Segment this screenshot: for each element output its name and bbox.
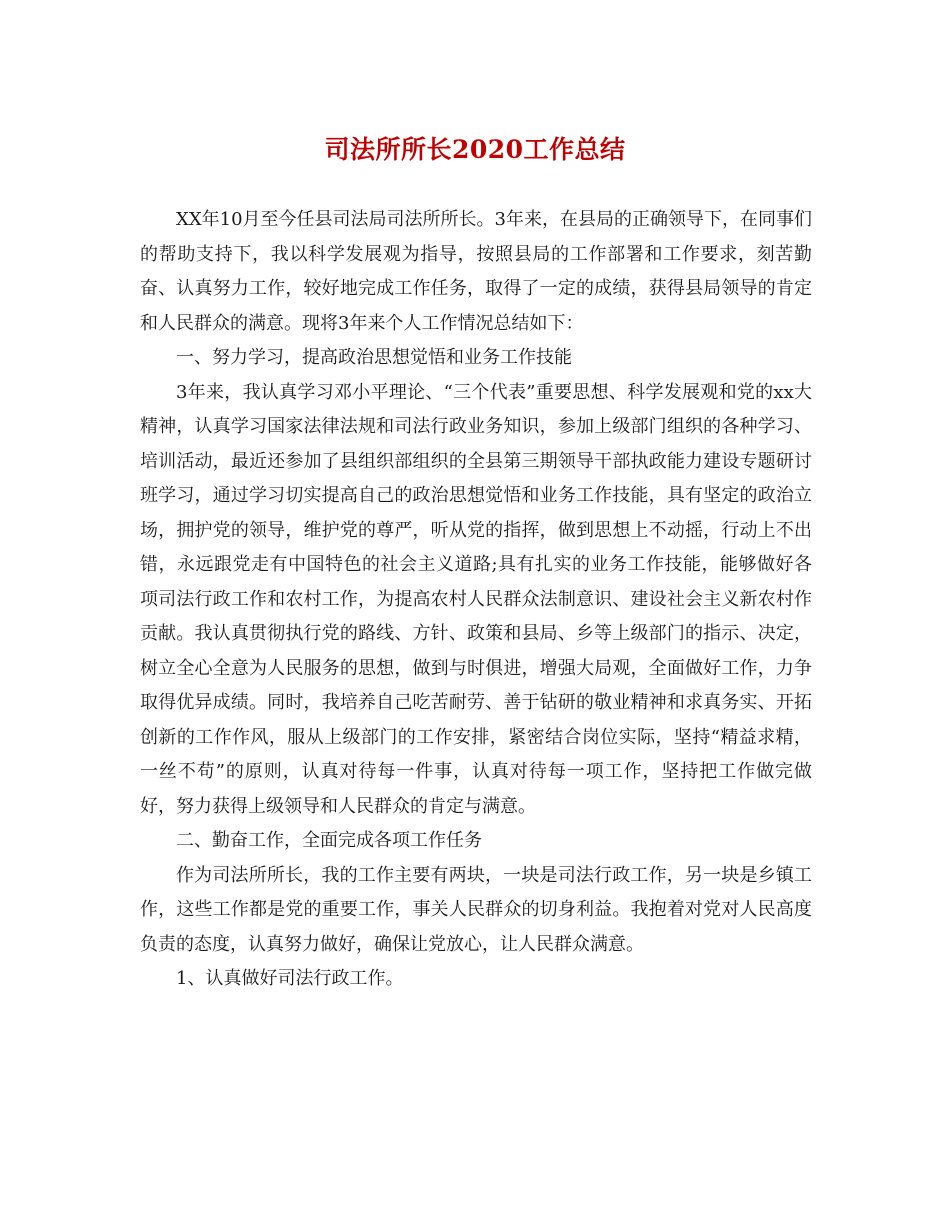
paragraph-work: 作为司法所所长，我的工作主要有两块，一块是司法行政工作，另一块是乡镇工作，这些工作都是党的重要工作，事关人民群众的切身利益。我抱着对党对人民高度负责的态度，认真努力做好，确保让党放心，让人民群众满意。: [140, 864, 812, 955]
section-heading-2: 二、勤奋工作，全面完成各项工作任务: [176, 830, 482, 851]
document-title: 司法所所长2020工作总结: [324, 135, 626, 164]
paragraph-study: 3年来，我认真学习邓小平理论、“三个代表”重要思想、科学发展观和党的xx大精神，认真学习国家法律法规和司法行政业务知识，参加上级部门组织的各种学习、培训活动，最近还参加了县组织部组织的全县第三期领导干部执政能力建设专题研讨班学习，通过学习切实提高自己的政治思想觉悟和业务工作技能，具有坚定的政治立场，拥护党的领导，维护党的尊严，听从党的指挥，做到思想上不动摇，行动上不出错，永远跟党走有中国特色的社会主义道路;具有扎实的业务工作技能，能够做好各项司法行政工作和农村工作，为提高农村人民群众法制意识、建设社会主义新农村作贡献。我认真贯彻执行党的路线、方针、政策和县局、乡等上级部门的指示、决定，树立全心全意为人民服务的思想，做到与时俱进，增强大局观，全面做好工作，力争取得优异成绩。同时，我培养自己吃苦耐劳、善于钻研的敬业精神和求真务实、开拓创新的工作作风，服从上级部门的工作安排，紧密结合岗位实际，坚持“精益求精，一丝不苟”的原则，认真对待每一件事，认真对待每一项工作，坚持把工作做完做好，努力获得上级领导和人民群众的肯定与满意。: [140, 381, 812, 817]
paragraph-intro: XX年10月至今任县司法局司法所所长。3年来，在县局的正确领导下，在同事们的帮助支持下，我以科学发展观为指导，按照县局的工作部署和工作要求，刻苦勤奋、认真努力工作，较好地完成工作任务，取得了一定的成绩，获得县局领导的肯定和人民群众的满意。现将3年来个人工作情况总结如下：: [140, 209, 812, 334]
section-heading-1: 一、努力学习，提高政治思想觉悟和业务工作技能: [176, 347, 572, 368]
document-body: [140, 203, 812, 997]
subsection-heading-1: 1、认真做好司法行政工作。: [176, 968, 404, 989]
